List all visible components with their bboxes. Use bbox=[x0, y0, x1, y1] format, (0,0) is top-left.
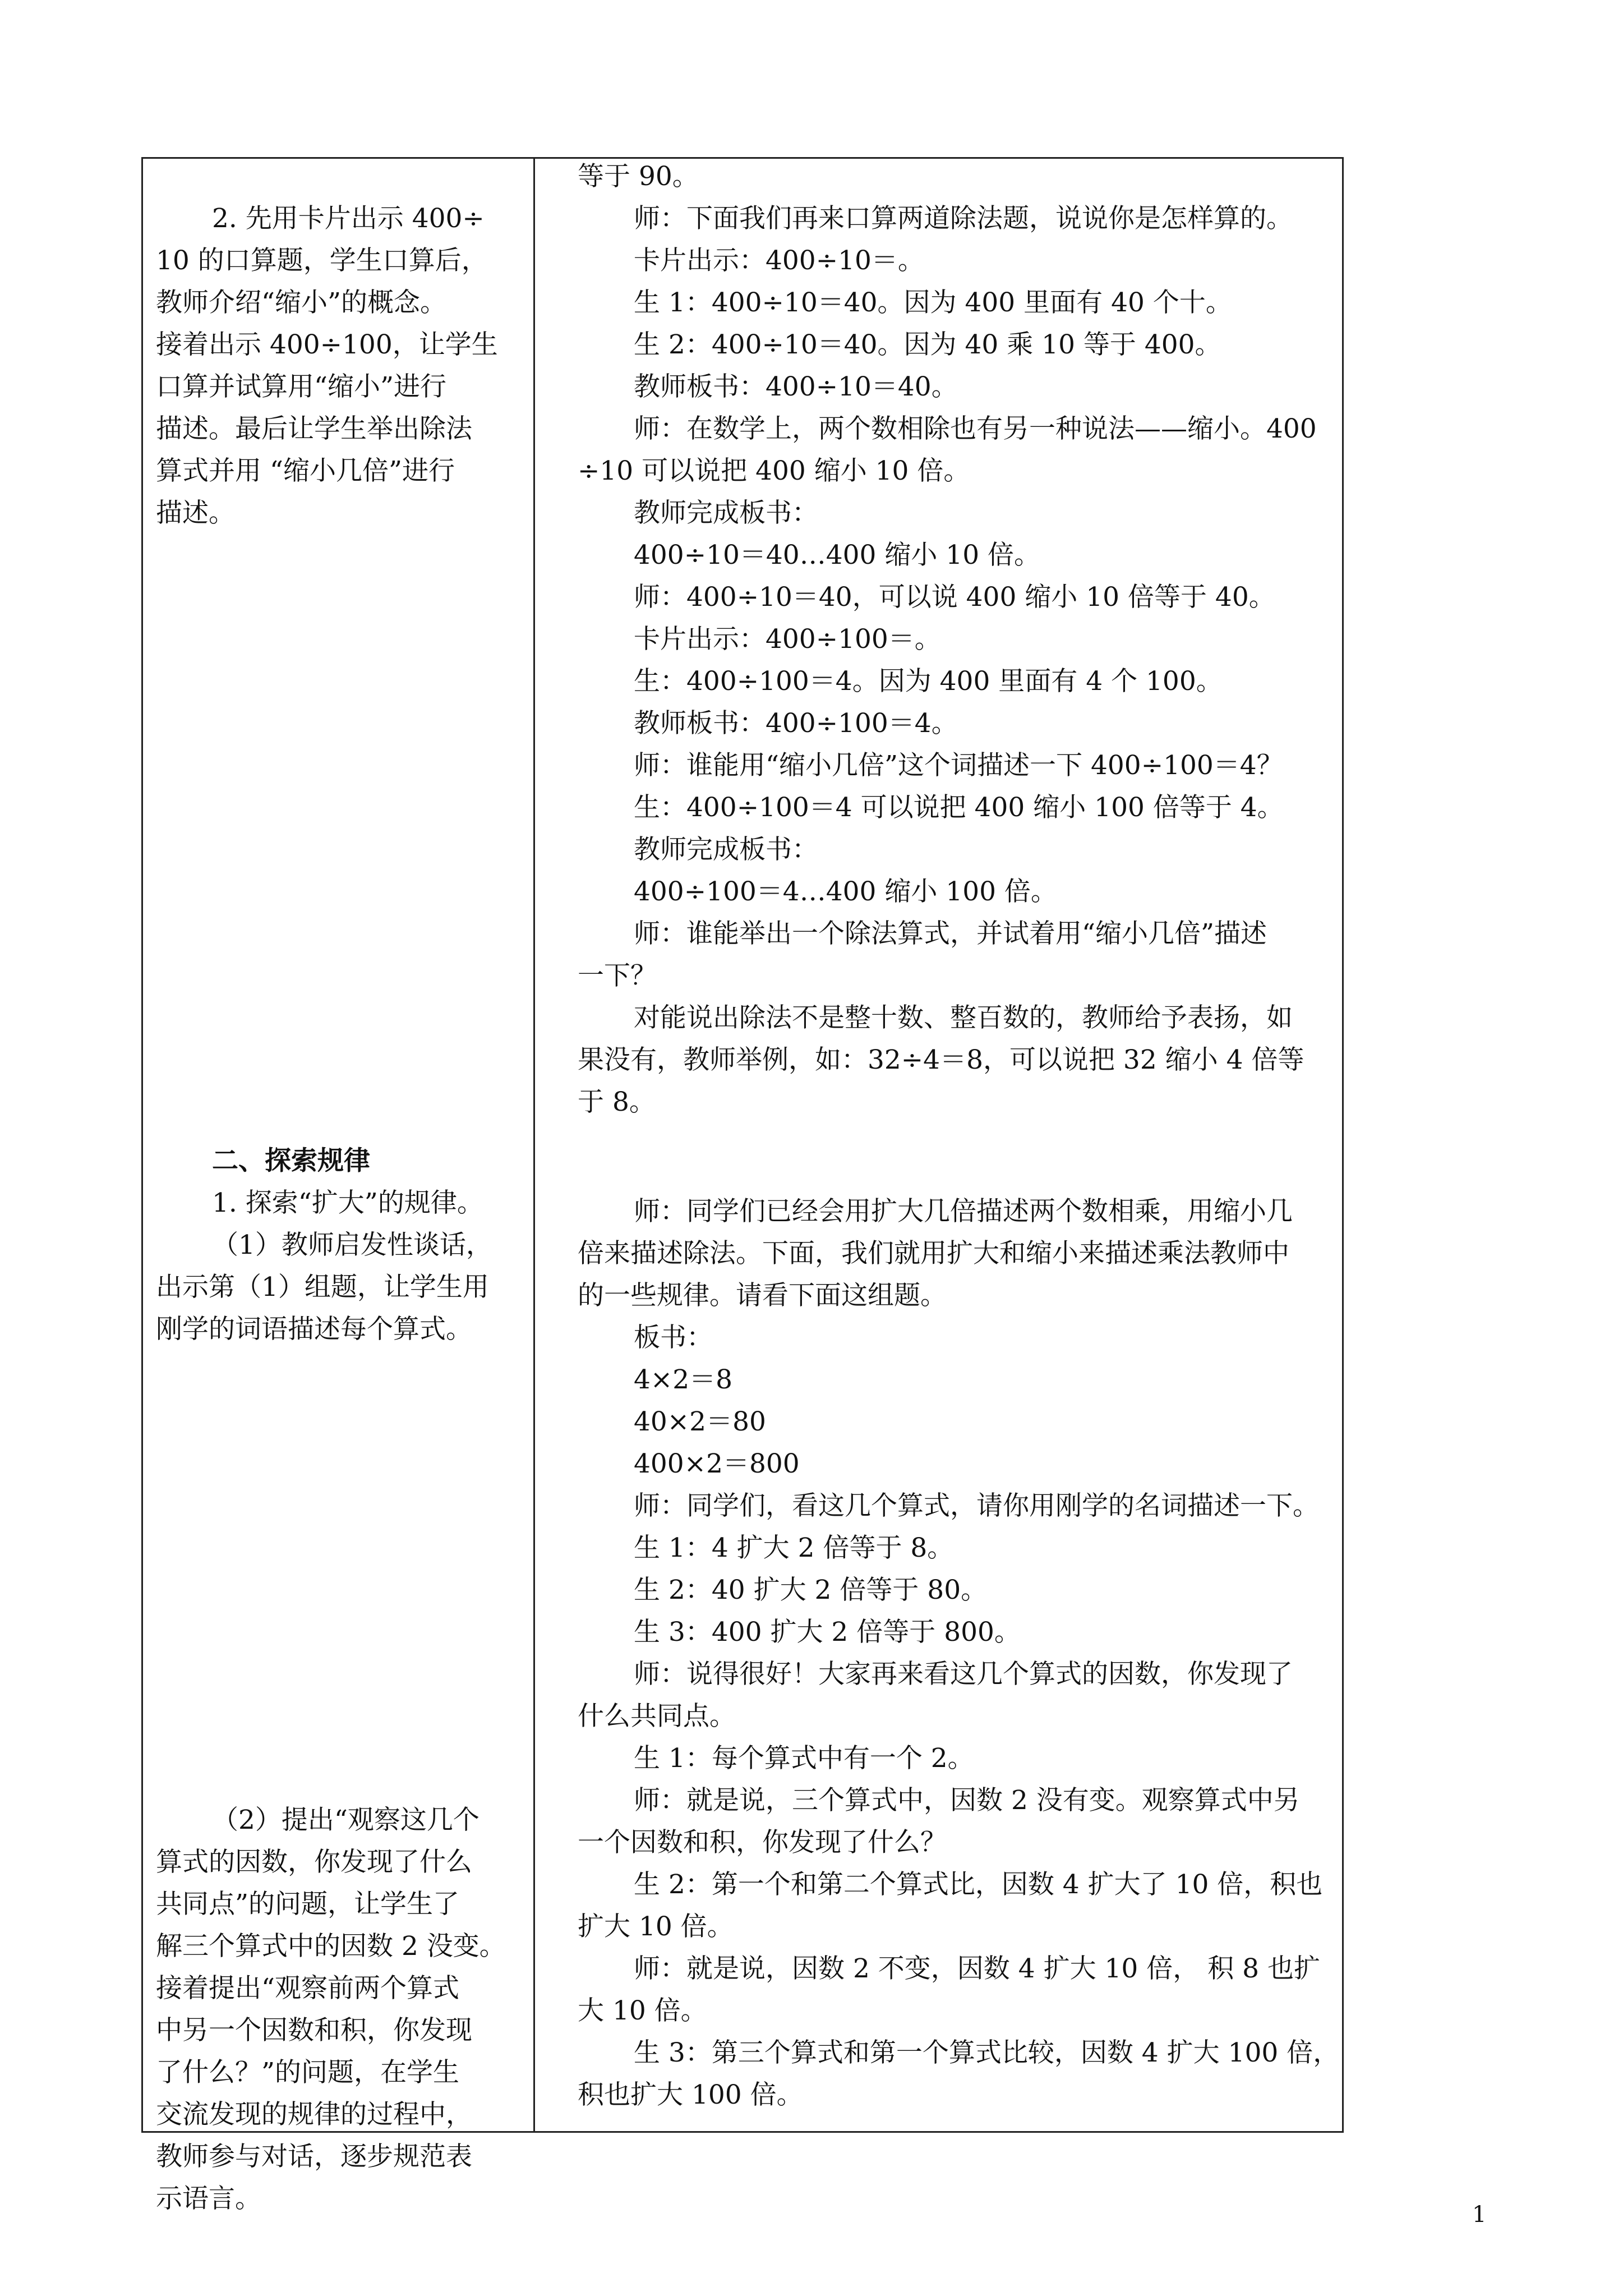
left-text-line: 描述。最后让学生举出除法 bbox=[156, 413, 472, 444]
right-text-line: 生：400÷100＝4。因为 400 里面有 4 个 100。 bbox=[634, 666, 1223, 697]
right-text-line: 扩大 10 倍。 bbox=[578, 1911, 734, 1942]
right-text-line: 师：400÷10＝40，可以说 400 缩小 10 倍等于 40。 bbox=[634, 582, 1275, 613]
right-text-line: 师：同学们，看这几个算式，请你用刚学的名词描述一下。 bbox=[634, 1490, 1319, 1521]
right-text-line: 于 8。 bbox=[578, 1087, 656, 1117]
right-text-line: 的一些规律。请看下面这组题。 bbox=[578, 1280, 947, 1311]
right-text-line: 生 2：40 扩大 2 倍等于 80。 bbox=[634, 1575, 988, 1605]
left-text-line: 共同点”的问题，让学生了 bbox=[156, 1889, 460, 1920]
left-text-line: （1）教师启发性谈话， bbox=[212, 1230, 492, 1260]
right-text-line: 4×2＝8 bbox=[634, 1364, 733, 1395]
right-text-line: 对能说出除法不是整十数、整百数的，教师给予表扬，如 bbox=[634, 1002, 1293, 1033]
right-text-line: 一个因数和积，你发现了什么？ bbox=[578, 1827, 947, 1858]
left-text-line: 接着提出“观察前两个算式 bbox=[156, 1973, 460, 2004]
right-text-line: ÷10 可以说把 400 缩小 10 倍。 bbox=[578, 455, 970, 486]
left-text-line: 算式并用 “缩小几倍”进行 bbox=[156, 455, 455, 486]
right-text-line: 卡片出示：400÷100＝。 bbox=[634, 624, 941, 655]
right-text-line: 生：400÷100＝4 可以说把 400 缩小 100 倍等于 4。 bbox=[634, 792, 1284, 823]
right-text-line: 生 1：每个算式中有一个 2。 bbox=[634, 1743, 974, 1774]
right-text-line: 师：谁能举出一个除法算式，并试着用“缩小几倍”描述 bbox=[634, 918, 1267, 949]
left-text-line: 二、探索规律 bbox=[212, 1145, 370, 1176]
right-text-line: 果没有，教师举例，如：32÷4＝8，可以说把 32 缩小 4 倍等 bbox=[578, 1045, 1304, 1075]
right-text-line: 倍来描述除法。下面，我们就用扩大和缩小来描述乘法教师中 bbox=[578, 1238, 1289, 1269]
right-text-line: 教师完成板书： bbox=[634, 498, 818, 528]
right-text-line: 生 2：400÷10＝40。因为 40 乘 10 等于 400。 bbox=[634, 329, 1221, 360]
right-text-line: 一下？ bbox=[578, 960, 657, 991]
right-text-line: 师：同学们已经会用扩大几倍描述两个数相乘，用缩小几 bbox=[634, 1196, 1293, 1227]
right-text-line: 生 1：400÷10＝40。因为 400 里面有 40 个十。 bbox=[634, 287, 1232, 318]
right-text-line: 积也扩大 100 倍。 bbox=[578, 2079, 803, 2110]
left-text-line: 中另一个因数和积，你发现 bbox=[156, 2015, 472, 2046]
column-divider bbox=[533, 157, 535, 2133]
left-text-line: 口算并试算用“缩小”进行 bbox=[156, 371, 447, 402]
left-text-line: 教师介绍“缩小”的概念。 bbox=[156, 287, 447, 318]
left-text-line: （2）提出“观察这几个 bbox=[212, 1805, 479, 1835]
left-text-line: 算式的因数，你发现了什么 bbox=[156, 1847, 472, 1878]
right-text-line: 等于 90。 bbox=[578, 161, 699, 192]
right-text-line: 生 1：4 扩大 2 倍等于 8。 bbox=[634, 1533, 954, 1563]
right-text-line: 师：就是说，因数 2 不变，因数 4 扩大 10 倍， 积 8 也扩 bbox=[634, 1953, 1320, 1984]
right-text-line: 大 10 倍。 bbox=[578, 1995, 707, 2026]
left-text-line: 交流发现的规律的过程中， bbox=[156, 2099, 472, 2130]
right-text-line: 师：在数学上，两个数相除也有另一种说法——缩小。400 bbox=[634, 413, 1317, 444]
right-text-line: 40×2＝80 bbox=[634, 1406, 766, 1437]
right-text-line: 师：就是说，三个算式中，因数 2 没有变。观察算式中另 bbox=[634, 1785, 1300, 1816]
page-number: 1 bbox=[1472, 2202, 1487, 2228]
left-text-line: 教师参与对话，逐步规范表 bbox=[156, 2141, 472, 2172]
left-text-line: 了什么？”的问题，在学生 bbox=[156, 2057, 460, 2088]
right-text-line: 生 3：400 扩大 2 倍等于 800。 bbox=[634, 1617, 1021, 1648]
right-text-line: 师：下面我们再来口算两道除法题，说说你是怎样算的。 bbox=[634, 203, 1293, 234]
left-text-line: 描述。 bbox=[156, 498, 235, 528]
right-text-line: 生 3：第三个算式和第一个算式比较，因数 4 扩大 100 倍， bbox=[634, 2037, 1340, 2068]
right-text-line: 师：说得很好！大家再来看这几个算式的因数，你发现了 bbox=[634, 1659, 1293, 1690]
right-text-line: 生 2：第一个和第二个算式比，因数 4 扩大了 10 倍，积也 bbox=[634, 1869, 1323, 1900]
left-text-line: 解三个算式中的因数 2 没变。 bbox=[156, 1931, 506, 1962]
left-text-line: 刚学的词语描述每个算式。 bbox=[156, 1314, 472, 1345]
right-text-line: 卡片出示：400÷10＝。 bbox=[634, 245, 924, 276]
right-text-line: 板书： bbox=[634, 1322, 713, 1353]
right-text-line: 教师板书：400÷100＝4。 bbox=[634, 708, 958, 739]
left-text-line: 1. 探索“扩大”的规律。 bbox=[212, 1188, 483, 1218]
left-text-line: 接着出示 400÷100，让学生 bbox=[156, 329, 498, 360]
right-text-line: 什么共同点。 bbox=[578, 1701, 736, 1732]
right-text-line: 教师完成板书： bbox=[634, 834, 818, 865]
right-text-line: 400×2＝800 bbox=[634, 1448, 800, 1479]
right-text-line: 400÷100＝4…400 缩小 100 倍。 bbox=[634, 876, 1057, 907]
left-text-line: 10 的口算题，学生口算后， bbox=[156, 245, 488, 276]
left-text-line: 出示第（1）组题，让学生用 bbox=[156, 1272, 489, 1303]
right-text-line: 教师板书：400÷10＝40。 bbox=[634, 371, 958, 402]
right-text-line: 400÷10＝40…400 缩小 10 倍。 bbox=[634, 540, 1041, 570]
right-text-line: 师：谁能用“缩小几倍”这个词描述一下 400÷100＝4？ bbox=[634, 750, 1283, 781]
left-text-line: 2. 先用卡片出示 400÷ bbox=[212, 203, 485, 234]
left-text-line: 示语言。 bbox=[156, 2183, 261, 2214]
